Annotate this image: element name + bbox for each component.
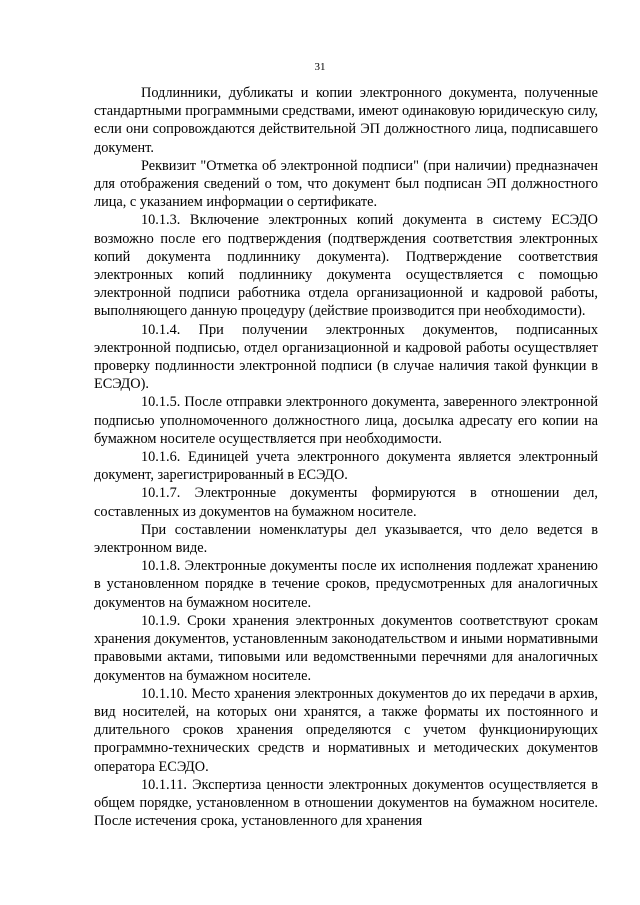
- paragraph-10-1-4: 10.1.4. При получении электронных документов, подписанных электронной подписью, отдел организационной и кадровой работы осуществляет проверку подлинности электронной подписи (в случае наличия такой функции в ЕСЭДО).: [94, 321, 598, 393]
- paragraph-10-1-5: 10.1.5. После отправки электронного документа, заверенного электронной подписью уполномоченного должностного лица, досылка адресату его копии на бумажном носителе осуществляется при необходимости.: [94, 394, 598, 447]
- paragraph-10-1-9: 10.1.9. Сроки хранения электронных документов соответствуют срокам хранения документов, установленным законодательством и иными нормативными правовыми актами, типовыми или ведомственными перечнями для аналогичных документов на бумажном носителе.: [94, 612, 598, 684]
- paragraph-10-1-8: 10.1.8. Электронные документы после их исполнения подлежат хранению в установленном порядке в течение сроков, предусмотренных для аналогичных документов на бумажном носителе.: [94, 558, 598, 611]
- paragraph-originals-and-copies: Подлинники, дубликаты и копии электронного документа, полученные стандартными программными средствами, имеют одинаковую юридическую силу, если они сопровождаются действительной ЭП должностного лица, подписавшего документ.: [94, 85, 598, 156]
- paragraph-signature-mark: Реквизит "Отметка об электронной подписи" (при наличии) предназначен для отображения сведений о том, что документ был подписан ЭП должностного лица, с указанием информации о сертификате.: [94, 157, 598, 211]
- paragraph-10-1-6: 10.1.6. Единицей учета электронного документа является электронный документ, зарегистрированный в ЕСЭДО.: [94, 449, 598, 484]
- paragraph-nomenclature: При составлении номенклатуры дел указывается, что дело ведется в электронном виде.: [94, 521, 598, 557]
- page-number: 31: [314, 61, 326, 73]
- paragraph-10-1-10: 10.1.10. Место хранения электронных документов до их передачи в архив, вид носителей, на которых они хранятся, а также форматы их постоянного и длительного сроков хранения определяются с учетом функционирующих программно-технических средств и нормативных и методических документов оператора ЕСЭДО.: [94, 685, 598, 775]
- paragraph-10-1-11: 10.1.11. Экспертиза ценности электронных документов осуществляется в общем порядке, установленном в отношении документов на бумажном носителе. После истечения срока, установленного для хранения: [94, 776, 598, 830]
- paragraph-10-1-7: 10.1.7. Электронные документы формируются в отношении дел, составленных из документов на бумажном носителе.: [94, 485, 598, 520]
- page-body: [94, 84, 598, 830]
- paragraph-10-1-3: 10.1.3. Включение электронных копий документа в систему ЕСЭДО возможно после его подтверждения (подтверждения соответствия электронных копий документа подлиннику документа). Подтверждение соответствия электронных копий подлиннику документа осуществляется с помощью электронной подписи работника отдела организационной и кадровой работы, выполняющего данную процедуру (действие производится при необходимости).: [94, 212, 598, 320]
